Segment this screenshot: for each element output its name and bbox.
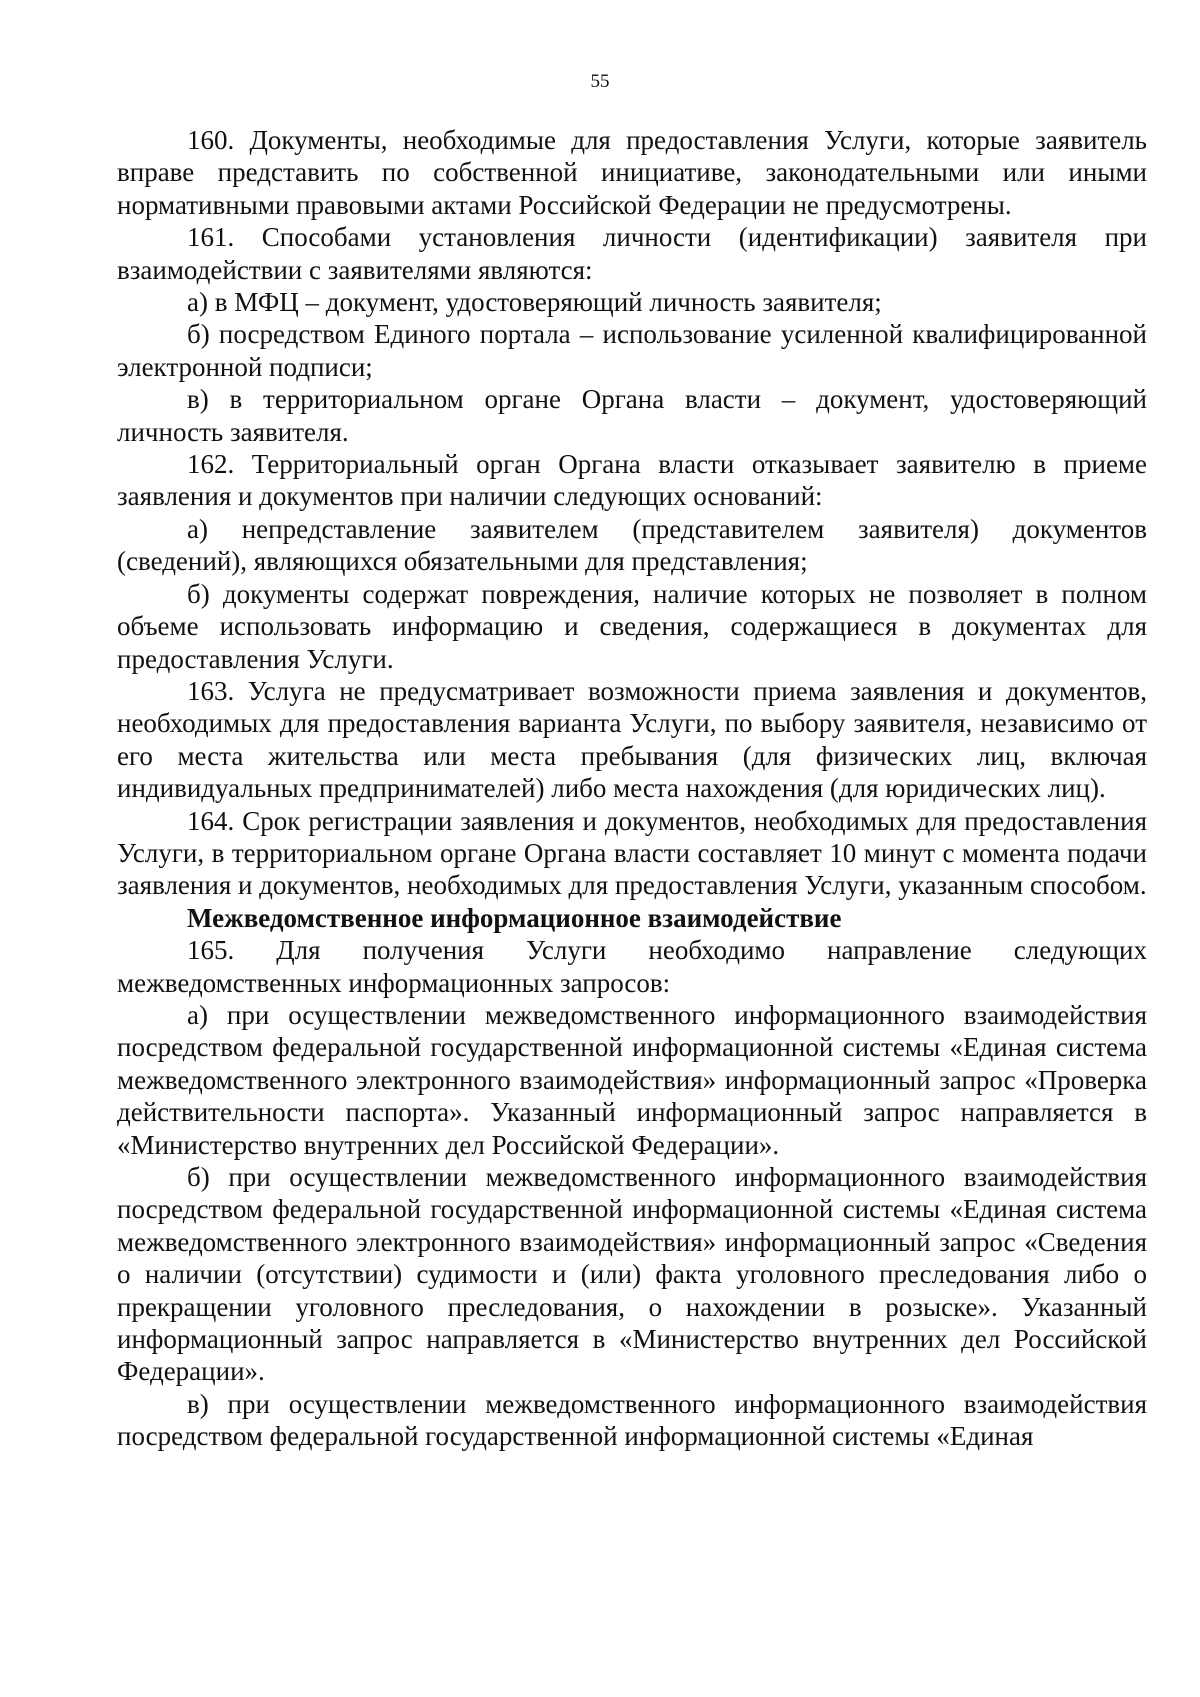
paragraph-165-a: а) при осуществлении межведомственного информационного взаимодействия посредством федеральной государственной информационной системы «Единая система межведомственного электронного взаимодействия» информационный запрос «Проверка действительности паспорта». Указанный информационный запрос направляется в «Министерство внутренних дел Российской Федерации». [117, 999, 1147, 1160]
paragraph-160: 160. Документы, необходимые для предоставления Услуги, которые заявитель вправе представить по собственной инициативе, законодательными или иными нормативными правовыми актами Российской Федерации не предусмотрены. [117, 125, 1147, 220]
paragraph-162: 162. Территориальный орган Органа власти отказывает заявителю в приеме заявления и документов при наличии следующих оснований: [117, 449, 1147, 512]
paragraph-161-v: в) в территориальном органе Органа власти – документ, удостоверяющий личность заявителя. [117, 384, 1147, 447]
paragraph-161-a: а) в МФЦ – документ, удостоверяющий личность заявителя; [187, 287, 882, 318]
paragraph-161: 161. Способами установления личности (идентификации) заявителя при взаимодействии с заявителями являются: [117, 222, 1147, 285]
paragraph-163: 163. Услуга не предусматривает возможности приема заявления и документов, необходимых для предоставления варианта Услуги, по выбору заявителя, независимо от его места жительства или места пребывания (для физических лиц, включая индивидуальных предпринимателей) либо места нахождения (для юридических лиц). [117, 675, 1147, 804]
paragraph-165: 165. Для получения Услуги необходимо направление следующих межведомственных информационных запросов: [117, 935, 1147, 998]
paragraph-164: 164. Срок регистрации заявления и документов, необходимых для предоставления Услуги, в территориальном органе Органа власти составляет 10 минут с момента подачи заявления и документов, необходимых для предоставления Услуги, указанным способом. [117, 805, 1147, 901]
section-title: Межведомственное информационное взаимодействие [187, 902, 842, 933]
paragraph-165-v: в) при осуществлении межведомственного информационного взаимодействия посредством федеральной государственной информационной системы «Единая [117, 1388, 1147, 1452]
paragraph-161-b: б) посредством Единого портала – использование усиленной квалифицированной электронной подписи; [117, 319, 1147, 382]
paragraph-162-b: б) документы содержат повреждения, наличие которых не позволяет в полном объеме использовать информацию и сведения, содержащиеся в документах для предоставления Услуги. [117, 578, 1147, 674]
paragraph-162-a: а) непредставление заявителем (представителем заявителя) документов (сведений), являющихся обязательными для представления; [117, 513, 1147, 577]
paragraph-165-b: б) при осуществлении межведомственного информационного взаимодействия посредством федеральной государственной информационной системы «Единая система межведомственного электронного взаимодействия» информационный запрос «Сведения о наличии (отсутствии) судимости и (или) факта уголовного преследования либо о прекращении уголовного преследования, о нахождении в розыске». Указанный информационный запрос направляется в «Министерство внутренних дел Российской Федерации». [117, 1162, 1147, 1387]
document-body [117, 124, 1147, 1453]
page-number: 55 [590, 71, 610, 92]
